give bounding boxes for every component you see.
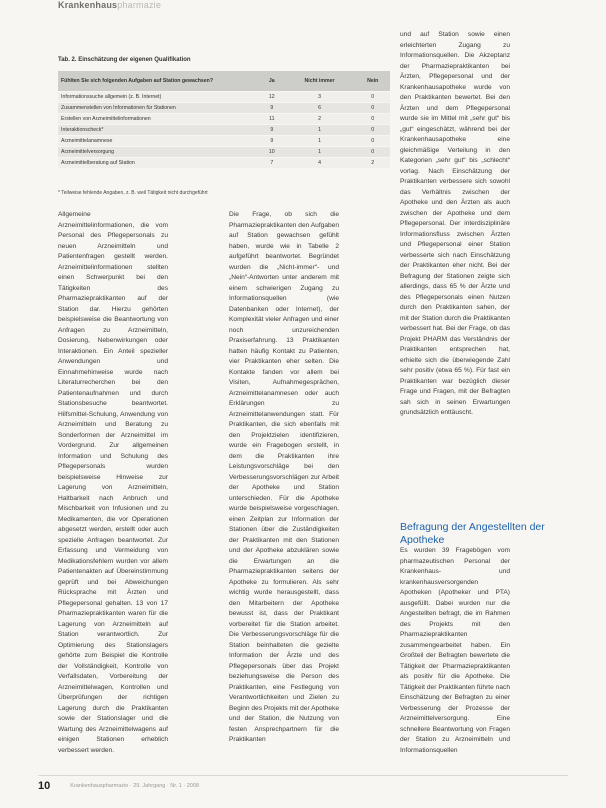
journal-header (58, 0, 161, 14)
table-row (58, 92, 390, 102)
journal-citation: Krankenhauspharmazie · 29. Jahrgang · Nr. 1 · 2008 (70, 783, 199, 789)
table-header-row (58, 71, 390, 91)
table-header-yes: Ja (260, 71, 284, 91)
body-column-right-top (400, 30, 510, 419)
table-cell-task: Zusammenstellen von Informationen für Stationen (58, 103, 260, 113)
table-cell-not-always: 4 (284, 158, 356, 168)
table-row (58, 147, 390, 157)
table-cell-not-always: 1 (284, 125, 356, 135)
table-row (58, 114, 390, 124)
journal-header-part1: Krankenhaus (58, 0, 118, 10)
footer-divider (38, 775, 568, 776)
table-cell-yes: 9 (260, 103, 284, 113)
body-text: Die Frage, ob sich die Pharmaziepraktikanten den Aufgaben auf Station gewachsen gefühlt haben, wurde wie in Tabelle 2 aufgeführt beantwortet. Begründet wurden die „Nicht-immer“- und „Nein“-Antworten unter anderem mit einem schwierigen Zugang zu Informationsquellen (wie Datenbanken oder Internet), der Komplexität vieler Anfragen und einer noch unzureichenden Praxiserfahrung. 13 Praktikanten hatten häufig Kontakt zu Patienten, vier Praktikanten eher selten. Die Kontakte fanden vor allem bei Visiten, Aufnahmegesprächen, Arzneimittelanamnesen oder auch Erklärungen zu Arzneimittelanwendungen statt. Für Praktikanten, die sich ebenfalls mit den Projektzielen identifizieren, wurde ein Fragebogen erstellt, in dem die Praktikanten ihre Leistungsvorschläge bei den Verbesserungsvorschlägen zur Arbeit der Apotheke und Station unterschieden. Für die Apotheke wurde beispielsweise vorgeschlagen, einen Zeitplan zur Information der Stationen über die Zuständigkeiten der Praktikanten mit den Stationen und der Apotheke abzuklären sowie die Erwartungen an die Pharmaziepraktikanten seitens der Apotheke zu formulieren. Als sehr wichtig wurde herausgestellt, dass den Mitarbeitern der Apotheke bewusst ist, dass der Praktikant vorbereitet für die Station arbeitet. Die Verbesserungsvorschläge für die Station beinhalteten die gezielte Information der Ärzte und des Pflegepersonals über das Projekt beziehungsweise die Person des Praktikanten, eine Festlegung von Verantwortlichkeiten und Zielen zu Beginn des Projekts mit der Apotheke und der Station, die Nutzung von festen Ansprechpartnern für die Praktikanten (229, 211, 339, 743)
table-cell-yes: 9 (260, 136, 284, 146)
table-header-question: Fühlten Sie sich folgenden Aufgaben auf Station gewachsen? (58, 71, 260, 91)
page-number: 10 (38, 780, 51, 792)
section-heading: Befragung der Angestellten der Apotheke (400, 520, 545, 546)
table-cell-yes: 10 (260, 147, 284, 157)
body-text: Es wurden 39 Fragebögen vom pharmazeutischen Personal der Krankenhaus- und krankenhausversorgenden Apotheken (Apotheker und PTA) ausgefüllt. Dabei wurden nur die Angestellten befragt, die im Rahmen des Projekts mit den Pharmaziepraktikanten zusammengearbeitet haben. Ein Großteil der Befragten bewertete die Tätigkeit der Pharmaziepraktikanten als positiv für die Apotheke. Die Tätigkeit der Praktikanten führte nach Einschätzung der Befragten zu einer Verbesserung der Prozesse der Arzneimittelversorgung. Eine schnellere Beantwortung von Fragen der Station zu Arzneimitteln und Informationsquellen (400, 547, 510, 754)
table-row (58, 158, 390, 168)
table-cell-task: Erstellen von Arzneimittelinformationen (58, 114, 260, 124)
table-cell-yes: 12 (260, 92, 284, 102)
body-column-left (58, 210, 168, 756)
table-row (58, 125, 390, 135)
table-cell-task: Interaktionscheck* (58, 125, 260, 135)
table-header-no: Nein (355, 71, 390, 91)
table-cell-yes: 11 (260, 114, 284, 124)
table-cell-no: 0 (355, 136, 390, 146)
table-cell-not-always: 6 (284, 103, 356, 113)
table-row (58, 103, 390, 113)
table-cell-no: 0 (355, 103, 390, 113)
table-cell-no: 0 (355, 125, 390, 135)
table-cell-no: 0 (355, 92, 390, 102)
table-cell-no: 2 (355, 158, 390, 168)
table-cell-task: Arzneimittelberatung auf Station (58, 158, 260, 168)
body-column-right-bottom (400, 546, 510, 756)
qualification-table (58, 70, 390, 169)
table-cell-not-always: 1 (284, 136, 356, 146)
table-cell-yes: 7 (260, 158, 284, 168)
body-text: und auf Station sowie einen erleichterten Zugang zu Informationsquellen. Die Akzeptanz der Pharmaziepraktikanten bei Ärzten, Pflegepersonal und der Krankenhausapotheke wurde von den Praktikanten bewertet. Bei den Ärzten und dem Pflegepersonal wurde sie im Mittel mit „sehr gut“ bis „gut“ eingeschätzt, während bei der Krankenhausapotheke eine gleichmäßige Verteilung in den Kategorien „sehr gut“ bis „schlecht“ vorlag. Nach Einschätzung der Praktikanten verbessere sich sowohl das Verhältnis zwischen der Apotheke und den Ärzten als auch zwischen der Apotheke und dem Pflegepersonal. Der interdisziplinäre Informationsfluss zwischen Ärzten und Pflegepersonal einer Station verbesserte sich nach Einschätzung der Praktikanten eher nicht. Bei der Befragung der Stationen zeigte sich allerdings, dass 65 % der Ärzte und des Pflegepersonals einen Nutzen durch den Praktikanten sahen, der mit der Station durch die Praktikanten verbessert hat. Bei der Frage, ob das Projekt PHARM das Verständnis der Praktikanten entsprechen hat, erhielte sich die überwiegende Zahl sehr positiv (etwa 65 %). Für fast ein Praktikanten war bezüglich dieser Frage und Fragen, mit der Befragten sah sich in seinen Erwartungen grundsätzlich enttäuscht. (400, 31, 510, 416)
body-column-middle (229, 210, 339, 746)
page-footer (38, 779, 199, 793)
body-text: Allgemeine Arzneimittelinformationen, die vom Personal des Pflegepersonals zu neuen Arzneimitteln und Patientenfragen gestellt werden. Arzneimittelinformationen stellten einen Schwerpunkt bei den Tätigkeiten des Pharmaziepraktikanten auf der Station dar. Hierzu gehörten beispielsweise die Beantwortung von Anfragen zu Arzneimitteln, Dosierung, Nebenwirkungen oder Interaktionen. Ein Anteil spezieller Anwendungen und Einnahmehinweise wurde nach Literaturrecherchen bei den Patientenaufnahmen und durch Stationsbesuche beantwortet. Hilfsmittel-Schulung, Anwendung von Arzneimitteln und Beratung zu Sonderformen der Arzneimittel im Vordergrund. Zur allgemeinen Information und Schulung des Pflegepersonals wurden beispielsweise Hinweise zur Lagerung von Arzneimitteln, Haltbarkeit nach Anbruch und Mischbarkeit von Infusionen und zu Medikamenten, die vor Operationen abgesetzt werden, erstellt oder auch spezielle Anfragen beantwortet. Zur Erfassung und Vermeidung von Medikationsfehlern wurden vor allem Patientenakten auf Übereinstimmung geprüft und bei Abweichungen Rücksprache mit Ärzten und Pflegepersonal gehalten. 13 von 17 Pharmaziepraktikanten waren für die Lagerung von Arzneimitteln auf Station verantwortlich. Zur Optimierung des Stationslagers gehörte zum Beispiel die Kontrolle der Vollständigkeit, Kontrolle von Verfallsdaten, Vorbereitung der Arzneimittelwagen, Kontrollen und Überprüfungen der richtigen Lagerung durch die Praktikanten sowie der Stationslager und die Wartung des Arzneimittelwagens auf einigen Stationen erheblich verbessert werden. (58, 211, 168, 754)
table-cell-not-always: 3 (284, 92, 356, 102)
table-row (58, 136, 390, 146)
table-header-not-always: Nicht immer (284, 71, 356, 91)
table-cell-task: Arzneimittelversorgung (58, 147, 260, 157)
table-cell-not-always: 2 (284, 114, 356, 124)
journal-header-part2: pharmazie (117, 0, 162, 10)
table-cell-not-always: 1 (284, 147, 356, 157)
table-cell-task: Informationssuche allgemein (z. B. Internet) (58, 92, 260, 102)
table-cell-task: Arzneimittelanamnese (58, 136, 260, 146)
table-cell-no: 0 (355, 114, 390, 124)
table-cell-yes: 9 (260, 125, 284, 135)
table-title: Tab. 2. Einschätzung der eigenen Qualifikation (58, 57, 191, 63)
table-cell-no: 0 (355, 147, 390, 157)
table-footnote: * Teilweise fehlende Angaben, z. B. weil Tätigkeit nicht durchgeführt (58, 190, 208, 196)
